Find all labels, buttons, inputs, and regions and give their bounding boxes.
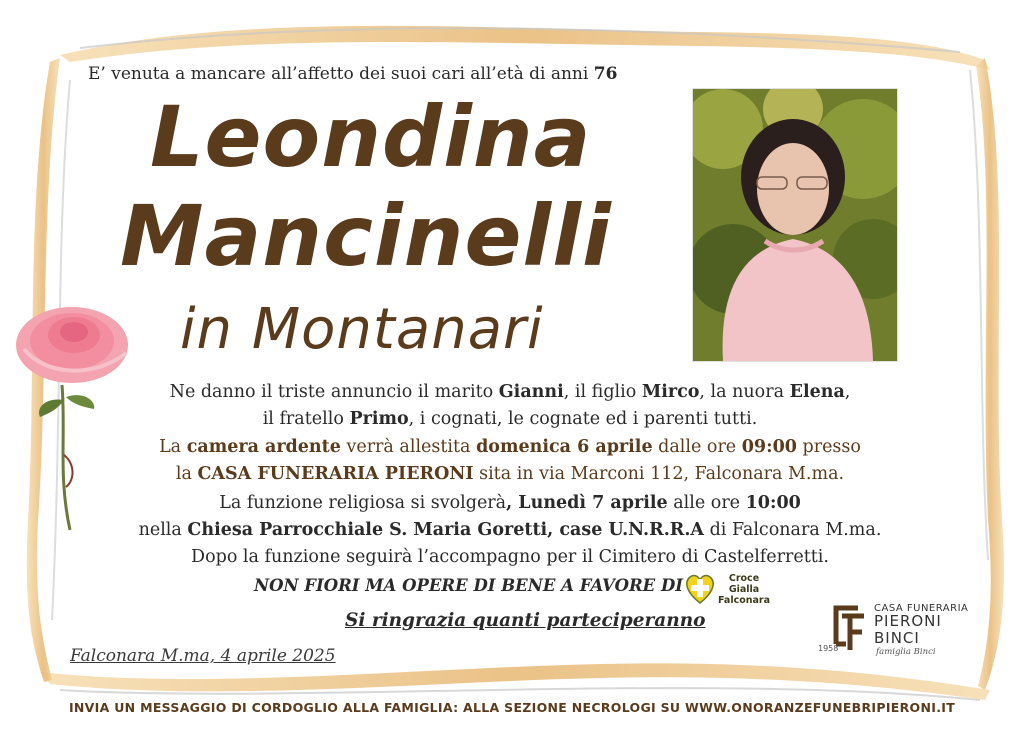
ceremony-text: di Falconara M.ma.: [709, 520, 882, 540]
charity-org-line: Gialla: [728, 584, 760, 595]
age-value: 76: [593, 64, 618, 84]
ceremony-text: La funzione religiosa si svolgerà: [219, 493, 507, 513]
viewing-text: presso: [802, 437, 861, 457]
agency-name: [874, 613, 942, 647]
viewing-text: la: [175, 464, 192, 484]
ceremony-text: alle ore: [673, 493, 741, 513]
viewing-text: verrà allestita: [346, 437, 471, 457]
ceremony-text: nella: [138, 520, 182, 540]
viewing-text: dalle ore: [658, 437, 737, 457]
announcement-text: , la nuora: [699, 382, 785, 402]
intro-text: E’ venuta a mancare all’affetto dei suoi cari all’età di anni: [88, 64, 589, 84]
thanks-line: Si ringrazia quanti parteciperanno: [345, 610, 706, 631]
ceremony-text: Dopo la funzione seguirà l’accompagno per il Cimitero di Castelferretti.: [191, 547, 829, 567]
viewing-label: camera ardente: [186, 437, 341, 457]
ceremony-church: Chiesa Parrocchiale S. Maria Goretti, case U.N.R.R.A: [187, 520, 704, 540]
viewing-time: 09:00: [741, 437, 797, 457]
announcement-text: , i cognati, le cognate ed i parenti tutti.: [408, 409, 758, 429]
husband-name: Gianni: [498, 382, 564, 402]
deceased-last-name: Mancinelli: [120, 187, 612, 285]
announcement-text: ,: [844, 382, 851, 402]
viewing-place: CASA FUNERARIA PIERONI: [197, 464, 474, 484]
announcement-paragraph: [80, 379, 940, 433]
viewing-text: La: [159, 437, 182, 457]
agency-label: CASA FUNERARIA: [874, 603, 969, 614]
condolence-footer[interactable]: INVIA UN MESSAGGIO DI CORDOGLIO ALLA FAMIGLIA: ALLA SEZIONE NECROLOGI SU WWW.ONORANZEFUNEBRIPIERONI.IT: [68, 700, 956, 715]
agency-year: 1958: [818, 644, 839, 653]
place-date: Falconara M.ma, 4 aprile 2025: [70, 646, 336, 666]
son-name: Mirco: [641, 382, 700, 402]
agency-subtitle: famiglia Binci: [876, 647, 936, 657]
charity-org-line: Croce: [728, 573, 760, 584]
ceremony-day: , Lunedì 7 aprile: [506, 493, 668, 513]
charity-org-line: Falconara: [718, 595, 771, 606]
charity-request: NON FIORI MA OPERE DI BENE A FAVORE DI: [254, 576, 683, 595]
croce-gialla-heart-icon: [682, 570, 718, 606]
agency-name-line: BINCI: [874, 629, 920, 647]
deceased-married-name: in Montanari: [180, 297, 544, 362]
portrait-photo: [692, 88, 898, 362]
daughter-in-law-name: Elena: [789, 382, 845, 402]
viewing-text: sita in via Marconi 112, Falconara M.ma.: [479, 464, 845, 484]
ceremony-time: 10:00: [745, 493, 801, 513]
age-intro: [88, 64, 688, 84]
announcement-text: Ne danno il triste annuncio il marito: [169, 382, 494, 402]
announcement-text: , il figlio: [563, 382, 637, 402]
ceremony-paragraph: [80, 490, 940, 571]
charity-organization: [718, 573, 770, 606]
agency-name-line: PIERONI: [874, 612, 942, 630]
announcement-text: il fratello: [262, 409, 344, 429]
brother-name: Primo: [349, 409, 409, 429]
viewing-paragraph: [80, 434, 940, 488]
viewing-day: domenica 6 aprile: [476, 437, 653, 457]
deceased-first-name: Leondina: [150, 88, 592, 186]
